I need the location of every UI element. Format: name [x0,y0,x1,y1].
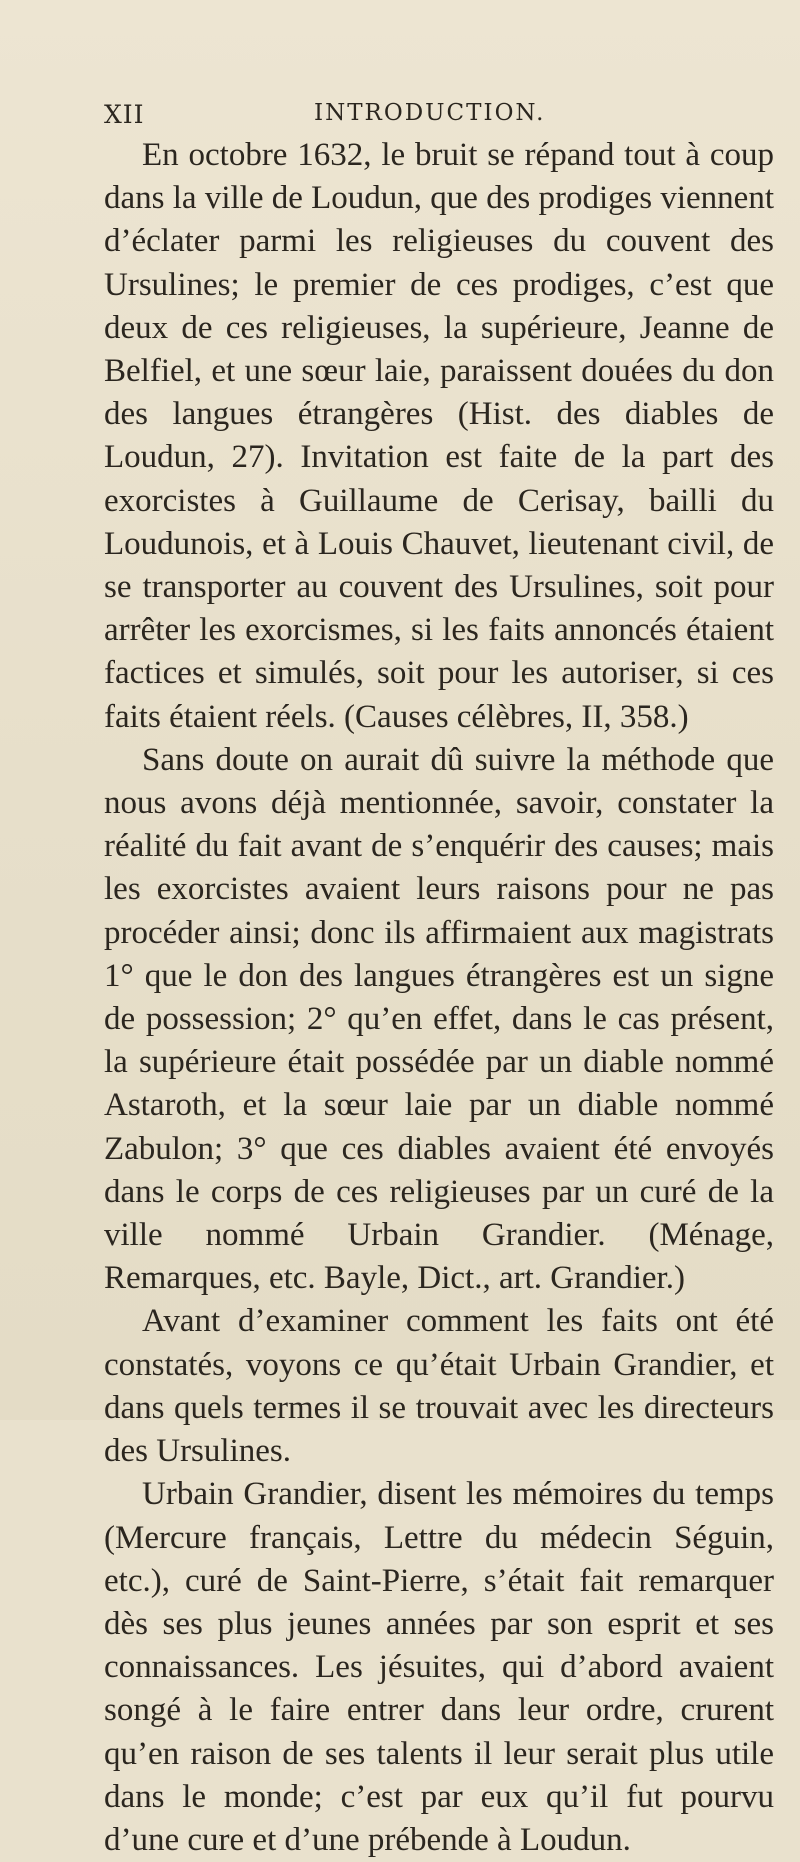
running-head [104,100,760,136]
paragraph-2: Sans doute on aurait dû suivre la méthode que nous avons déjà mentionnée, savoir, constater la réalité du fait avant de s’enquérir des causes; mais les exorcistes avaient leurs raisons pour ne pas procéder ainsi; donc ils affirmaient aux magistrats 1° que le don des langues étrangères est un signe de possession; 2° qu’en effet, dans le cas présent, la supérieure était possédée par un diable nommé Astaroth, et la sœur laie par un diable nommé Zabulon; 3° que ces diables avaient été envoyés dans le corps de ces religieuses par un curé de la ville nommé Urbain Grandier. (Ménage, Remarques, etc. Bayle, Dict., art. Grandier.) [104,741,774,1297]
paragraph-4: Urbain Grandier, disent les mémoires du temps (Mercure français, Lettre du médecin Séguin, etc.), curé de Saint-Pierre, s’était fait remarquer dès ses plus jeunes années par son esprit et ses connaissances. Les jésuites, qui d’abord avaient songé à le faire entrer dans leur ordre, crurent qu’en raison de ses talents il leur serait plus utile dans le monde; c’est par eux qu’il fut pourvu d’une cure et d’une prébende à Loudun. [104,1476,774,1858]
running-title: INTRODUCTION. [314,100,546,126]
paragraph-1: En octobre 1632, le bruit se répand tout à coup dans la ville de Loudun, que des prodiges viennent d’éclater parmi les religieuses du couvent des Ursulines; le premier de ces prodiges, c’est que deux de ces religieuses, la supérieure, Jeanne de Belfiel, et une sœur laie, paraissent douées du don des langues étrangères (Hist. des diables de Loudun, 27). Invitation est faite de la part des exorcistes à Guillaume de Cerisay, bailli du Loudunois, et à Louis Chauvet, lieutenant civil, de se transporter au couvent des Ursulines, soit pour arrêter les exorcismes, si les faits annoncés étaient factices et simulés, soit pour les autoriser, si ces faits étaient réels. (Causes célèbres, II, 358.) [104,137,774,735]
paragraph-3: Avant d’examiner comment les faits ont été constatés, voyons ce qu’était Urbain Grandier, et dans quels termes il se trouvait avec les directeurs des Ursulines. [104,1303,774,1470]
page-number: XII [104,100,145,129]
text-body [104,134,774,1862]
